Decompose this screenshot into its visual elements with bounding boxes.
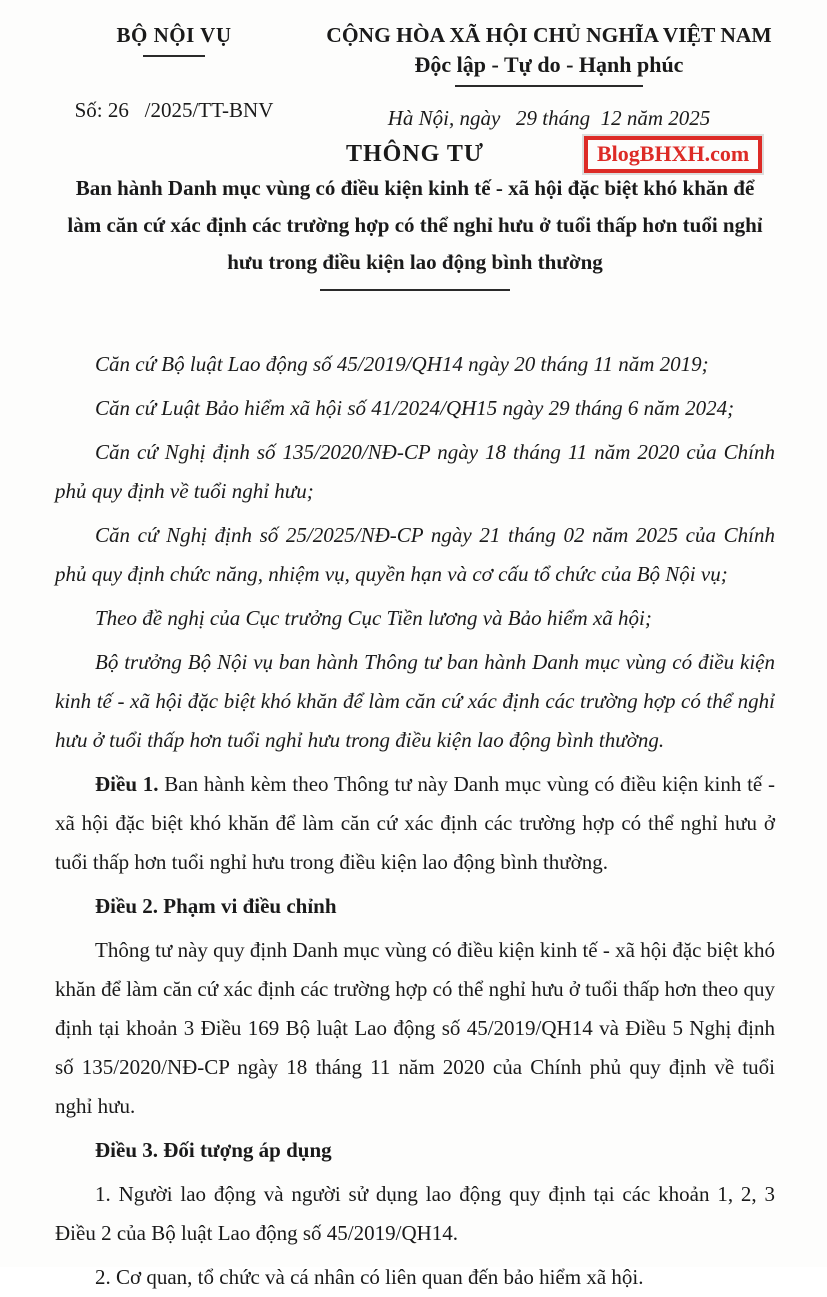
legal-basis-paragraph: Căn cứ Nghị định số 25/2025/NĐ-CP ngày 21 tháng 02 năm 2025 của Chính phủ quy định chức năng, nhiệm vụ, quyền hạn và cơ cấu tổ chức của Bộ Nội vụ; (55, 523, 775, 586)
watermark-badge: BlogBHXH.com (584, 136, 762, 173)
document-number: Số: 26 /2025/TT-BNV (74, 98, 274, 122)
title-underline (320, 289, 510, 291)
article-2-heading: Điều 2. Phạm vi điều chỉnh (95, 894, 337, 918)
proposal-paragraph: Theo đề nghị của Cục trưởng Cục Tiền lương và Bảo hiểm xã hội; (95, 606, 652, 630)
legal-basis-paragraph: Căn cứ Bộ luật Lao động số 45/2019/QH14 ngày 20 tháng 11 năm 2019; (95, 352, 709, 376)
national-motto: Độc lập - Tự do - Hạnh phúc (414, 52, 684, 77)
enactment-paragraph: Bộ trưởng Bộ Nội vụ ban hành Thông tư ban hành Danh mục vùng có điều kiện kinh tế - xã hội đặc biệt khó khăn để làm căn cứ xác định các trường hợp có thể nghỉ hưu ở tuổi thấp hơn tuổi nghỉ hưu trong điều kiện lao động bình thường. (55, 650, 775, 752)
national-header-block (323, 22, 775, 131)
place-and-date: Hà Nội, ngày 29 tháng 12 năm 2025 (387, 106, 711, 130)
document-header (55, 22, 775, 131)
issuing-agency-block (55, 22, 293, 123)
republic-name: CỘNG HÒA XÃ HỘI CHỦ NGHĨA VIỆT NAM (326, 23, 772, 47)
issuing-agency-underline (143, 55, 205, 57)
article-1-text: Ban hành kèm theo Thông tư này Danh mục vùng có điều kiện kinh tế - xã hội đặc biệt khó khăn để làm căn cứ xác định các trường hợp có thể nghỉ hưu ở tuổi thấp hơn tuổi nghỉ hưu trong điều kiện lao động bình thường. (55, 772, 776, 874)
article-1-paragraph (55, 765, 775, 882)
legal-basis-paragraph: Căn cứ Luật Bảo hiểm xã hội số 41/2024/QH15 ngày 29 tháng 6 năm 2024; (95, 396, 735, 420)
article-2-paragraph: Thông tư này quy định Danh mục vùng có điều kiện kinh tế - xã hội đặc biệt khó khăn để làm căn cứ xác định các trường hợp có thể nghỉ hưu ở tuổi thấp hơn theo quy định tại khoản 3 Điều 169 Bộ luật Lao động số 45/2019/QH14 và Điều 5 Nghị định số 135/2020/NĐ-CP ngày 18 tháng 11 năm 2020 của Chính phủ quy định về tuổi nghỉ hưu. (55, 938, 775, 1118)
motto-underline (455, 85, 643, 87)
issuing-agency-name: BỘ NỘI VỤ (116, 23, 232, 47)
document-type-title: THÔNG TƯ (345, 141, 485, 167)
legal-basis-paragraph: Căn cứ Nghị định số 135/2020/NĐ-CP ngày 18 tháng 11 năm 2020 của Chính phủ quy định về tuổi nghỉ hưu; (55, 440, 775, 503)
document-body (55, 345, 775, 1297)
article-3-item-1: 1. Người lao động và người sử dụng lao động quy định tại các khoản 1, 2, 3 Điều 2 của Bộ luật Lao động số 45/2019/QH14. (55, 1182, 775, 1245)
article-3-heading: Điều 3. Đối tượng áp dụng (95, 1138, 332, 1162)
document-subject: Ban hành Danh mục vùng có điều kiện kinh tế - xã hội đặc biệt khó khăn để làm căn cứ xác định các trường hợp có thể nghỉ hưu ở tuổi thấp hơn tuổi nghỉ hưu trong điều kiện lao động bình thường (67, 176, 763, 274)
article-3-item-2: 2. Cơ quan, tổ chức và cá nhân có liên quan đến bảo hiểm xã hội. (95, 1265, 644, 1289)
article-1-label: Điều 1. (95, 772, 159, 796)
